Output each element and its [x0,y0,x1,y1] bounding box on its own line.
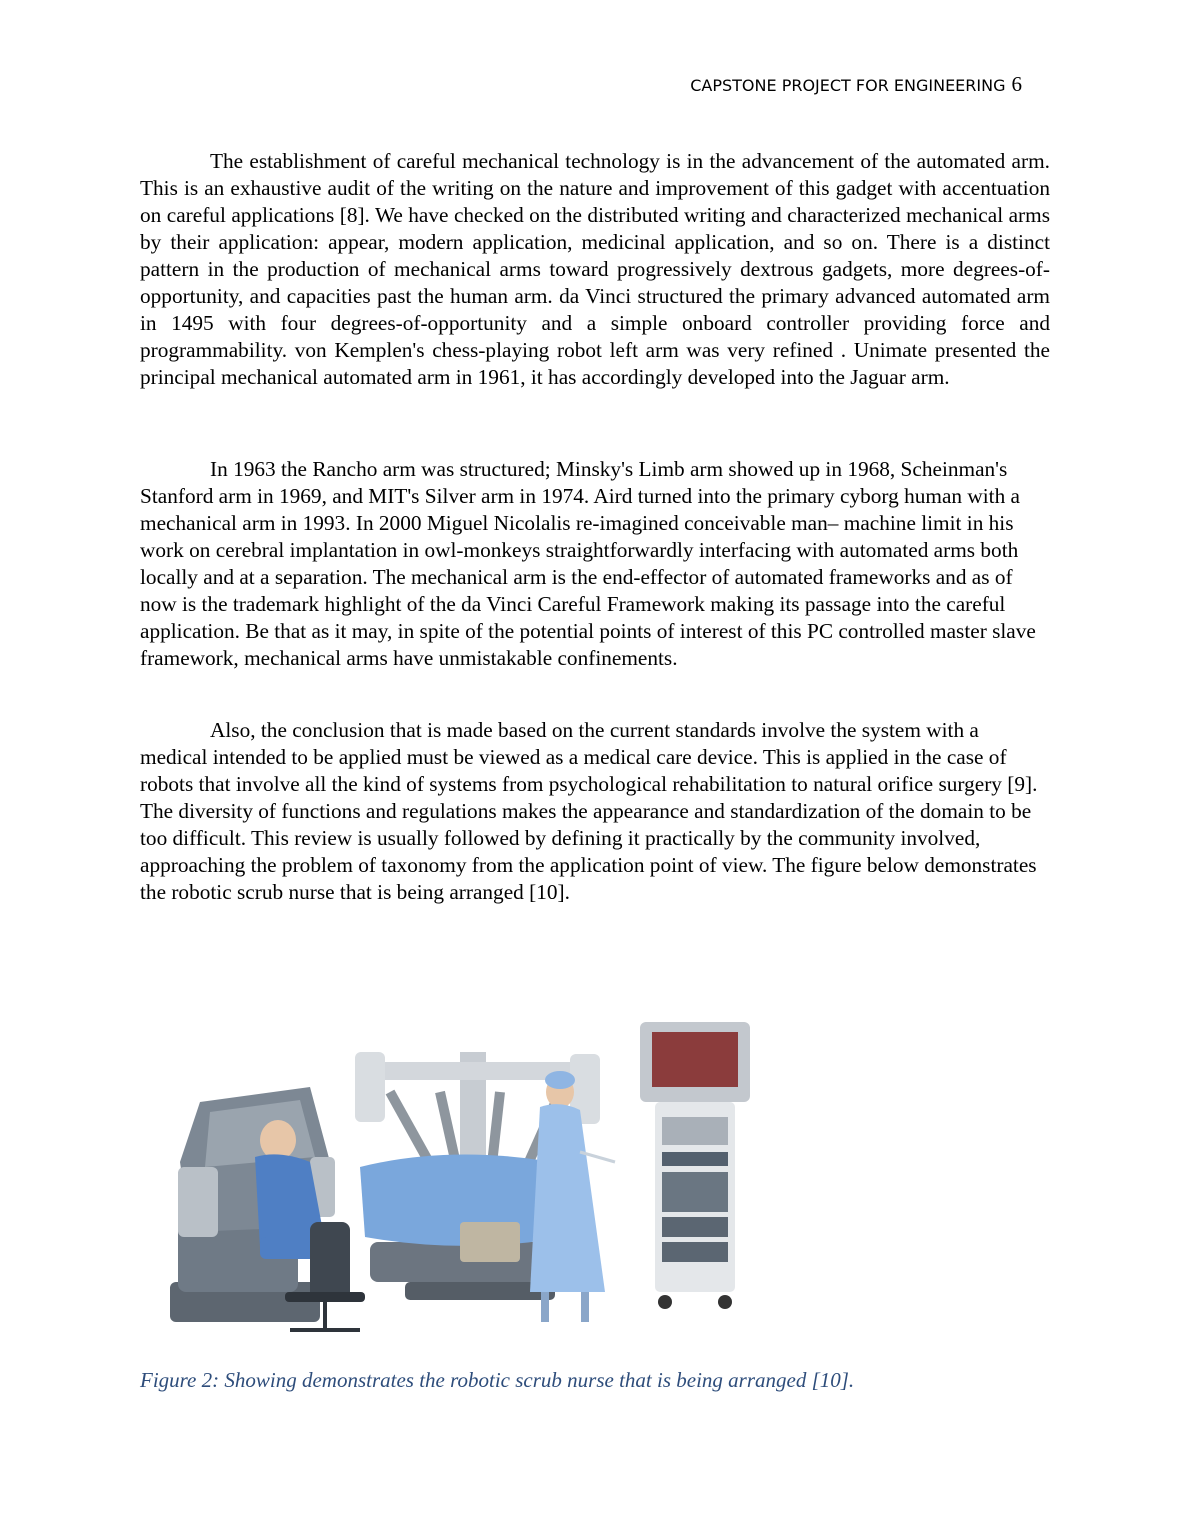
figure-caption: Figure 2: Showing demonstrates the robotic scrub nurse that is being arranged [10]. [140,1368,855,1392]
body-paragraph-2 [140,456,1040,672]
page-number: 6 [1011,72,1022,96]
paragraph-text: Also, the conclusion that is made based on the current standards involve the system with a medical intended to be applied must be viewed as a medical care device. This is applied in the case of robots that involve all the kind of systems from psychological rehabilitation to natural orifice surgery [9]. The diversity of functions and regulations makes the appearance and standardization of the domain to be too difficult. This review is usually followed by defining it practically by the community involved, approaching the problem of taxonomy from the application point of view. The figure below demonstrates the robotic scrub nurse that is being arranged [10]. [140,718,1038,904]
body-paragraph-3 [140,717,1040,906]
figure-robotic-surgery-system [160,992,760,1352]
running-header [560,72,1022,97]
body-paragraph-1 [140,148,1050,391]
header-title: CAPSTONE PROJECT FOR ENGINEERING [690,76,1006,95]
vision-cart [640,1022,750,1309]
robotic-surgery-illustration [160,992,760,1352]
scrub-nurse-figure [530,1071,615,1322]
paragraph-text: In 1963 the Rancho arm was structured; Minsky's Limb arm showed up in 1968, Scheinman's Stanford arm in 1969, and MIT's Silver arm in 1974. Aird turned into the primary cyborg human with a mechanical arm in 1993. In 2000 Miguel Nicolalis re-imagined conceivable man– machine limit in his work on cerebral implantation in owl-monkeys straightforwardly interfacing with automated arms both locally and at a separation. The mechanical arm is the end-effector of automated frameworks and as of now is the trademark highlight of the da Vinci Careful Framework making its passage into the careful application. Be that as it may, in spite of the potential points of interest of this PC controlled master slave framework, mechanical arms have unmistakable confinements. [140,457,1036,670]
paragraph-text: The establishment of careful mechanical technology is in the advancement of the automated arm. This is an exhaustive audit of the writing on the nature and improvement of this gadget with accentuation on careful applications [8]. We have checked on the distributed writing and characterized mechanical arms by their application: appear, modern application, medicinal application, and so on. There is a distinct pattern in the production of mechanical arms toward progressively dextrous gadgets, more degrees-of-opportunity, and capacities past the human arm. da Vinci structured the primary advanced automated arm in 1495 with four degrees-of-opportunity and a simple onboard controller providing force and programmability. von Kemplen's chess-playing robot left arm was very refined . Unimate presented the principal mechanical automated arm in 1961, it has accordingly developed into the Jaguar arm. [140,149,1050,389]
